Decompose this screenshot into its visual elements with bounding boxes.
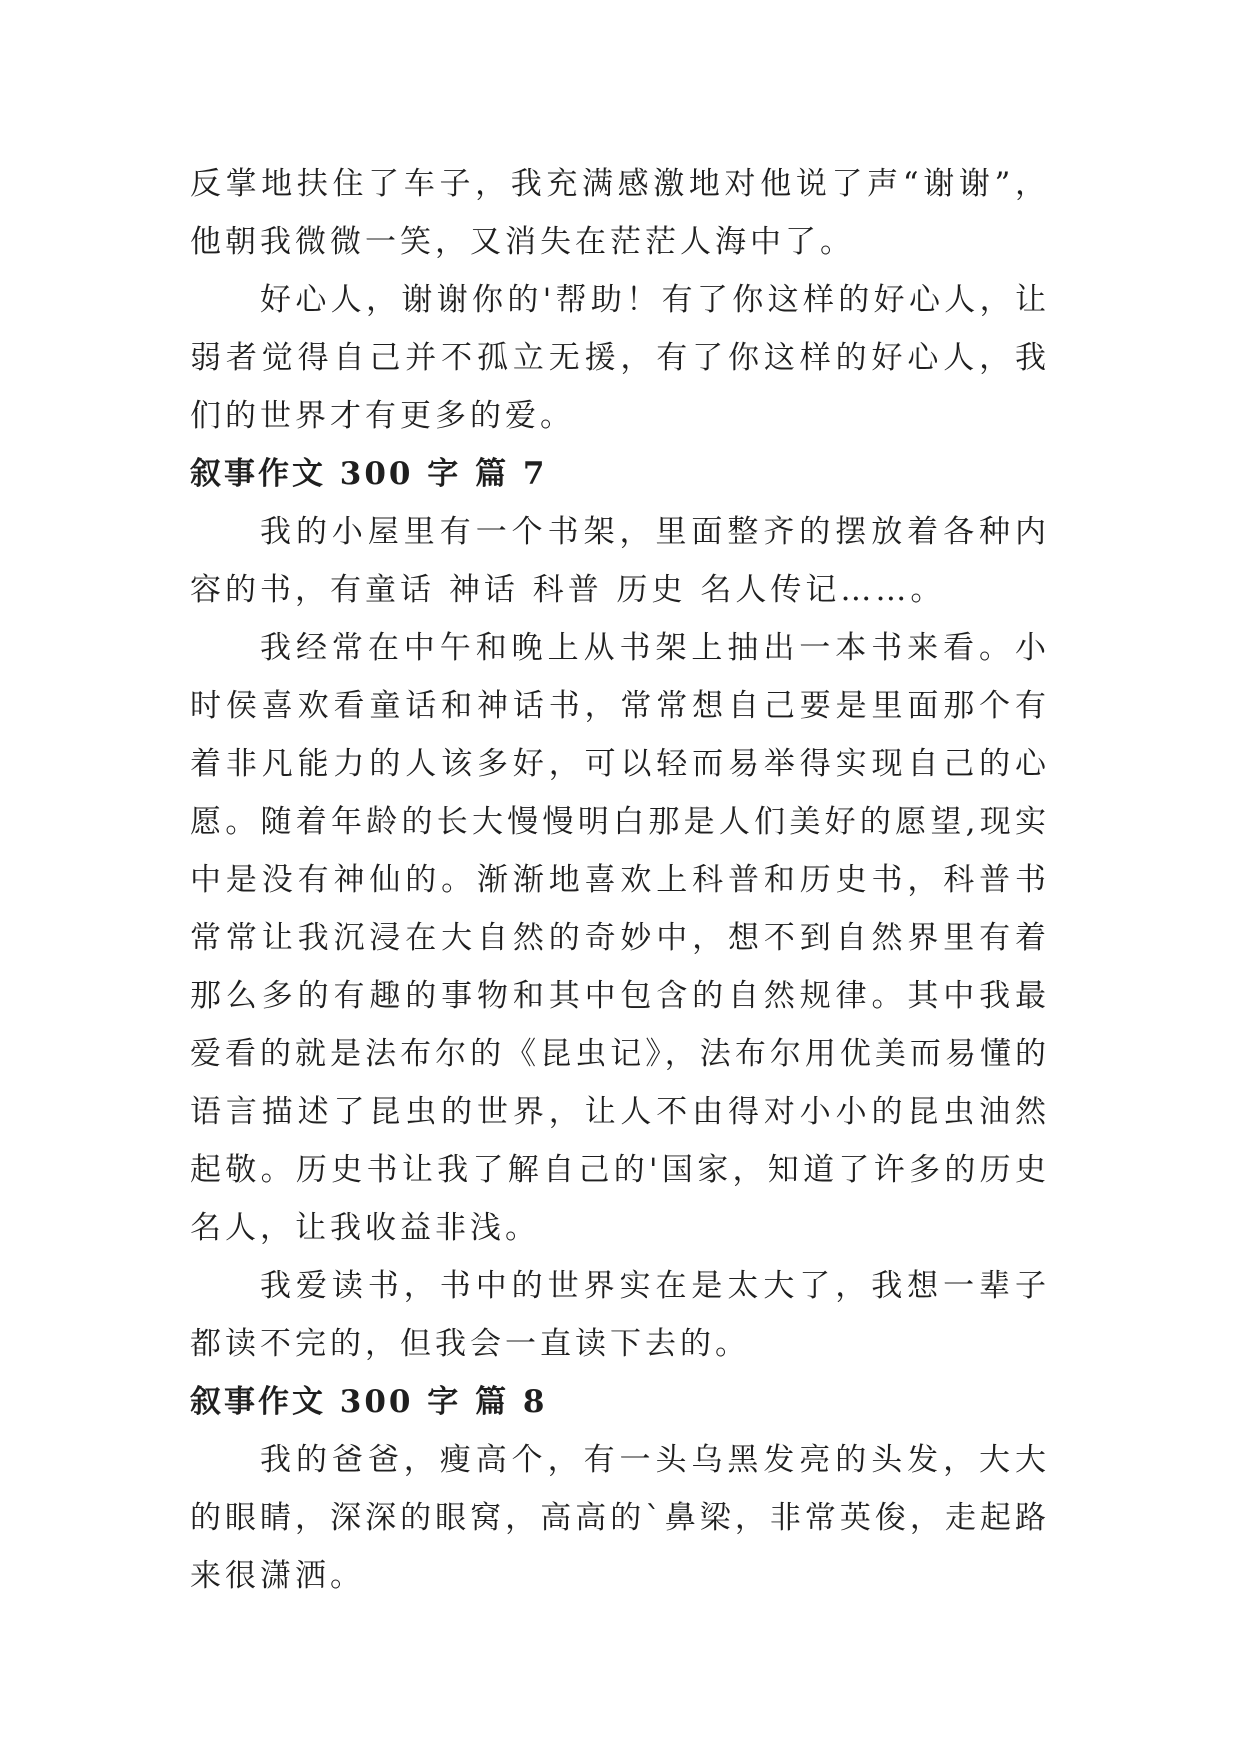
- paragraph-love-reading: 我爱读书，书中的世界实在是太大了，我想一辈子都读不完的，但我会一直读下去的。: [190, 1268, 1050, 1362]
- paragraph-reading-habits: 我经常在中午和晚上从书架上抽出一本书来看。小时侯喜欢看童话和神话书，常常想自己要是里面那个有着非凡能力的人该多好，可以轻而易举得实现自己的心愿。随着年龄的长大慢慢明白那是人们美好的愿望,现实中是没有神仙的。渐渐地喜欢上科普和历史书，科普书常常让我沉浸在大自然的奇妙中，想不到自然界里有着那么多的有趣的事物和其中包含的自然规律。其中我最爱看的就是法布尔的《昆虫记》，法布尔用优美而易懂的语言描述了昆虫的世界，让人不由得对小小的昆虫油然起敬。历史书让我了解自己的'国家，知道了许多的历史名人，让我收益非浅。: [190, 630, 1050, 1246]
- paragraph-thanks-ending: 反掌地扶住了车子，我充满感激地对他说了声“谢谢”，他朝我微微一笑，又消失在茫茫人海中了。: [190, 166, 1050, 260]
- paragraph-bookshelf: 我的小屋里有一个书架，里面整齐的摆放着各种内容的书，有童话 神话 科普 历史 名人传记……。: [190, 514, 1050, 608]
- essay-heading-8: 叙事作文 300 字 篇 8: [190, 1384, 548, 1420]
- essay-heading-7: 叙事作文 300 字 篇 7: [190, 456, 548, 492]
- document-page: [190, 155, 1050, 1605]
- paragraph-kind-person: 好心人，谢谢你的'帮助！有了你这样的好心人，让弱者觉得自己并不孤立无援，有了你这样的好心人，我们的世界才有更多的爱。: [190, 282, 1050, 434]
- paragraph-my-father: 我的爸爸，瘦高个，有一头乌黑发亮的头发，大大的眼睛，深深的眼窝，高高的`鼻梁，非常英俊，走起路来很潇洒。: [190, 1442, 1050, 1594]
